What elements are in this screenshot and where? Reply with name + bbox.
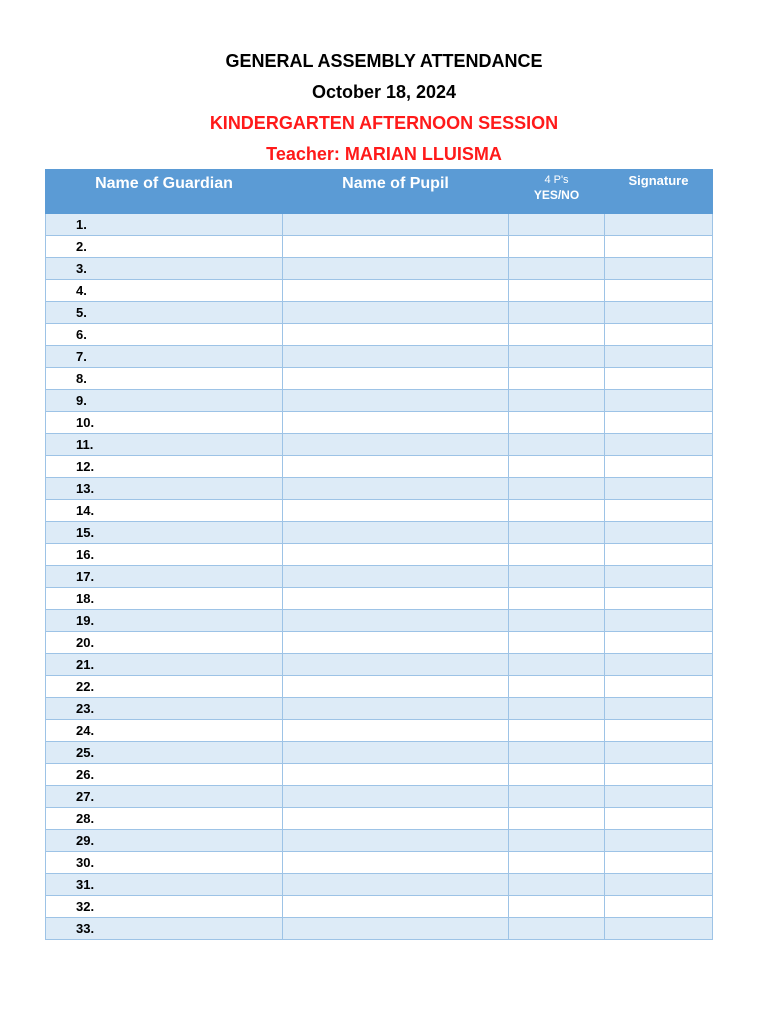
pupil-cell <box>283 742 509 764</box>
pupil-cell <box>283 302 509 324</box>
table-row <box>46 786 713 808</box>
document-title: GENERAL ASSEMBLY ATTENDANCE <box>225 51 543 71</box>
4ps-cell <box>509 522 605 544</box>
signature-cell <box>605 698 713 720</box>
signature-cell <box>605 456 713 478</box>
4ps-cell <box>509 544 605 566</box>
pupil-cell <box>283 500 509 522</box>
signature-cell <box>605 324 713 346</box>
pupil-cell <box>283 676 509 698</box>
4ps-cell <box>509 412 605 434</box>
row-number: 25. <box>46 742 283 764</box>
pupil-cell <box>283 324 509 346</box>
row-number: 11. <box>46 434 283 456</box>
pupil-cell <box>283 720 509 742</box>
signature-cell <box>605 566 713 588</box>
table-row <box>46 632 713 654</box>
pupil-cell <box>283 280 509 302</box>
signature-cell <box>605 478 713 500</box>
column-header-4ps-options: YES/NO <box>533 188 580 202</box>
row-number: 12. <box>46 456 283 478</box>
signature-cell <box>605 654 713 676</box>
4ps-cell <box>509 742 605 764</box>
4ps-cell <box>509 852 605 874</box>
signature-cell <box>605 632 713 654</box>
row-number: 32. <box>46 896 283 918</box>
signature-cell <box>605 390 713 412</box>
row-number: 1. <box>46 214 283 236</box>
signature-cell <box>605 742 713 764</box>
row-number: 28. <box>46 808 283 830</box>
table-row <box>46 258 713 280</box>
pupil-cell <box>283 874 509 896</box>
table-row <box>46 412 713 434</box>
pupil-cell <box>283 544 509 566</box>
teacher-name: Teacher: MARIAN LLUISMA <box>266 144 502 164</box>
row-number: 22. <box>46 676 283 698</box>
table-row <box>46 654 713 676</box>
row-number: 19. <box>46 610 283 632</box>
table-row <box>46 742 713 764</box>
table-row <box>46 874 713 896</box>
4ps-cell <box>509 346 605 368</box>
column-header-guardian: Name of Guardian <box>46 170 283 214</box>
table-row <box>46 830 713 852</box>
row-number: 7. <box>46 346 283 368</box>
signature-cell <box>605 918 713 940</box>
4ps-cell <box>509 258 605 280</box>
4ps-cell <box>509 918 605 940</box>
4ps-cell <box>509 236 605 258</box>
table-header-row <box>46 170 713 214</box>
4ps-cell <box>509 434 605 456</box>
row-number: 27. <box>46 786 283 808</box>
row-number: 15. <box>46 522 283 544</box>
signature-cell <box>605 808 713 830</box>
pupil-cell <box>283 258 509 280</box>
4ps-cell <box>509 874 605 896</box>
table-body <box>46 214 713 940</box>
4ps-cell <box>509 830 605 852</box>
pupil-cell <box>283 918 509 940</box>
row-number: 5. <box>46 302 283 324</box>
table-row <box>46 368 713 390</box>
table-row <box>46 588 713 610</box>
row-number: 18. <box>46 588 283 610</box>
row-number: 2. <box>46 236 283 258</box>
column-header-pupil: Name of Pupil <box>283 170 509 214</box>
pupil-cell <box>283 236 509 258</box>
table-row <box>46 610 713 632</box>
table-row <box>46 808 713 830</box>
row-number: 3. <box>46 258 283 280</box>
signature-cell <box>605 764 713 786</box>
signature-cell <box>605 896 713 918</box>
pupil-cell <box>283 896 509 918</box>
row-number: 16. <box>46 544 283 566</box>
4ps-cell <box>509 610 605 632</box>
signature-cell <box>605 368 713 390</box>
4ps-cell <box>509 786 605 808</box>
pupil-cell <box>283 808 509 830</box>
signature-cell <box>605 214 713 236</box>
row-number: 23. <box>46 698 283 720</box>
pupil-cell <box>283 698 509 720</box>
pupil-cell <box>283 588 509 610</box>
signature-cell <box>605 720 713 742</box>
4ps-cell <box>509 456 605 478</box>
row-number: 17. <box>46 566 283 588</box>
4ps-cell <box>509 500 605 522</box>
pupil-cell <box>283 830 509 852</box>
column-header-4ps-label: 4 P's <box>544 174 569 186</box>
4ps-cell <box>509 764 605 786</box>
pupil-cell <box>283 632 509 654</box>
pupil-cell <box>283 478 509 500</box>
row-number: 20. <box>46 632 283 654</box>
pupil-cell <box>283 610 509 632</box>
row-number: 14. <box>46 500 283 522</box>
4ps-cell <box>509 390 605 412</box>
signature-cell <box>605 346 713 368</box>
pupil-cell <box>283 566 509 588</box>
table-row <box>46 544 713 566</box>
table-row <box>46 566 713 588</box>
row-number: 26. <box>46 764 283 786</box>
column-header-4ps <box>509 170 605 214</box>
pupil-cell <box>283 522 509 544</box>
signature-cell <box>605 302 713 324</box>
row-number: 10. <box>46 412 283 434</box>
signature-cell <box>605 610 713 632</box>
pupil-cell <box>283 390 509 412</box>
signature-cell <box>605 786 713 808</box>
signature-cell <box>605 412 713 434</box>
4ps-cell <box>509 720 605 742</box>
event-date: October 18, 2024 <box>311 82 457 102</box>
table-row <box>46 478 713 500</box>
4ps-cell <box>509 698 605 720</box>
row-number: 29. <box>46 830 283 852</box>
row-number: 13. <box>46 478 283 500</box>
table-row <box>46 852 713 874</box>
table-row <box>46 698 713 720</box>
pupil-cell <box>283 852 509 874</box>
4ps-cell <box>509 478 605 500</box>
pupil-cell <box>283 456 509 478</box>
table-row <box>46 500 713 522</box>
4ps-cell <box>509 588 605 610</box>
4ps-cell <box>509 896 605 918</box>
table-row <box>46 390 713 412</box>
4ps-cell <box>509 654 605 676</box>
row-number: 33. <box>46 918 283 940</box>
4ps-cell <box>509 566 605 588</box>
row-number: 21. <box>46 654 283 676</box>
table-row <box>46 896 713 918</box>
table-row <box>46 456 713 478</box>
row-number: 4. <box>46 280 283 302</box>
pupil-cell <box>283 654 509 676</box>
signature-cell <box>605 676 713 698</box>
row-number: 31. <box>46 874 283 896</box>
attendance-table <box>45 169 713 940</box>
signature-cell <box>605 830 713 852</box>
column-header-signature: Signature <box>605 170 713 214</box>
signature-cell <box>605 544 713 566</box>
pupil-cell <box>283 434 509 456</box>
table-row <box>46 214 713 236</box>
signature-cell <box>605 588 713 610</box>
table-row <box>46 302 713 324</box>
table-row <box>46 324 713 346</box>
signature-cell <box>605 852 713 874</box>
signature-cell <box>605 236 713 258</box>
row-number: 24. <box>46 720 283 742</box>
table-row <box>46 522 713 544</box>
pupil-cell <box>283 368 509 390</box>
4ps-cell <box>509 808 605 830</box>
signature-cell <box>605 874 713 896</box>
table-row <box>46 346 713 368</box>
signature-cell <box>605 280 713 302</box>
pupil-cell <box>283 764 509 786</box>
4ps-cell <box>509 280 605 302</box>
table-row <box>46 918 713 940</box>
row-number: 30. <box>46 852 283 874</box>
pupil-cell <box>283 786 509 808</box>
signature-cell <box>605 434 713 456</box>
table-row <box>46 280 713 302</box>
4ps-cell <box>509 368 605 390</box>
4ps-cell <box>509 632 605 654</box>
table-row <box>46 434 713 456</box>
table-row <box>46 764 713 786</box>
signature-cell <box>605 258 713 280</box>
4ps-cell <box>509 676 605 698</box>
pupil-cell <box>283 346 509 368</box>
row-number: 9. <box>46 390 283 412</box>
4ps-cell <box>509 324 605 346</box>
4ps-cell <box>509 214 605 236</box>
table-row <box>46 676 713 698</box>
4ps-cell <box>509 302 605 324</box>
table-row <box>46 236 713 258</box>
row-number: 8. <box>46 368 283 390</box>
pupil-cell <box>283 214 509 236</box>
session-name: KINDERGARTEN AFTERNOON SESSION <box>209 113 559 133</box>
signature-cell <box>605 500 713 522</box>
row-number: 6. <box>46 324 283 346</box>
pupil-cell <box>283 412 509 434</box>
table-row <box>46 720 713 742</box>
signature-cell <box>605 522 713 544</box>
